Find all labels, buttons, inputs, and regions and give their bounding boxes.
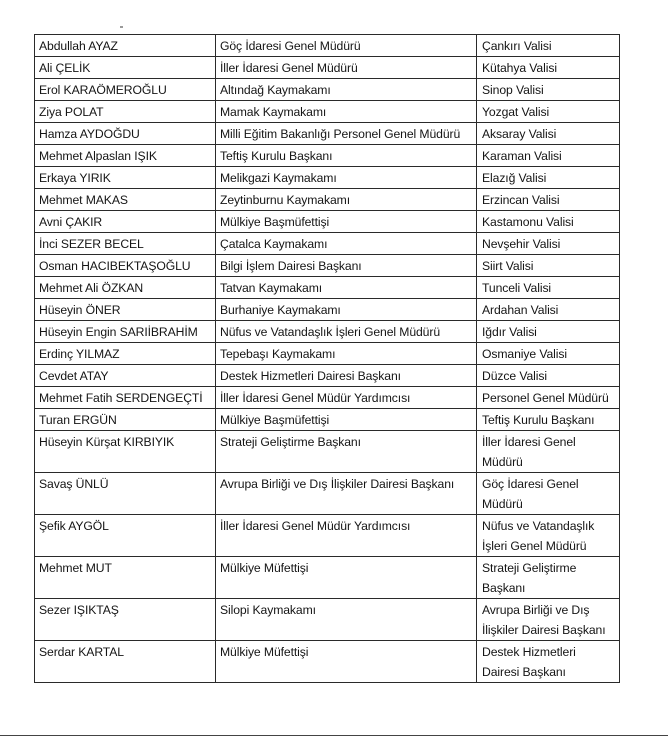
new-position-cell: Siirt Valisi [477, 255, 620, 277]
table-row [35, 557, 620, 599]
current-position-cell: Teftiş Kurulu Başkanı [216, 145, 477, 167]
new-position-cell: Iğdır Valisi [477, 321, 620, 343]
new-position-cell: Avrupa Birliği ve Dış İlişkiler Dairesi Başkanı [477, 599, 620, 641]
table-row [35, 57, 620, 79]
table-row [35, 145, 620, 167]
current-position-cell: Tatvan Kaymakamı [216, 277, 477, 299]
table-row [35, 255, 620, 277]
table-row [35, 101, 620, 123]
table-row [35, 387, 620, 409]
table-row [35, 167, 620, 189]
current-position-cell: Mülkiye Başmüfettişi [216, 409, 477, 431]
table-row [35, 473, 620, 515]
page-bottom-divider [0, 735, 668, 736]
table-row [35, 211, 620, 233]
name-cell: Abdullah AYAZ [35, 35, 216, 57]
name-cell: Osman HACIBEKTAŞOĞLU [35, 255, 216, 277]
name-cell: Mehmet MUT [35, 557, 216, 599]
table-row [35, 79, 620, 101]
current-position-cell: İller İdaresi Genel Müdür Yardımcısı [216, 515, 477, 557]
new-position-cell: Ardahan Valisi [477, 299, 620, 321]
current-position-cell: Mülkiye Müfettişi [216, 641, 477, 683]
new-position-cell: Teftiş Kurulu Başkanı [477, 409, 620, 431]
table-row [35, 431, 620, 473]
current-position-cell: Göç İdaresi Genel Müdürü [216, 35, 477, 57]
name-cell: Hüseyin Kürşat KIRBIYIK [35, 431, 216, 473]
table-row [35, 365, 620, 387]
new-position-cell: Göç İdaresi Genel Müdürü [477, 473, 620, 515]
new-position-cell: Nüfus ve Vatandaşlık İşleri Genel Müdürü [477, 515, 620, 557]
current-position-cell: Çatalca Kaymakamı [216, 233, 477, 255]
new-position-cell: Destek Hizmetleri Dairesi Başkanı [477, 641, 620, 683]
name-cell: Ali ÇELİK [35, 57, 216, 79]
name-cell: Avni ÇAKIR [35, 211, 216, 233]
new-position-cell: Aksaray Valisi [477, 123, 620, 145]
new-position-cell: Yozgat Valisi [477, 101, 620, 123]
current-position-cell: Melikgazi Kaymakamı [216, 167, 477, 189]
current-position-cell: Nüfus ve Vatandaşlık İşleri Genel Müdürü [216, 321, 477, 343]
new-position-cell: Strateji Geliştirme Başkanı [477, 557, 620, 599]
name-cell: Mehmet Fatih SERDENGEÇTİ [35, 387, 216, 409]
new-position-cell: Personel Genel Müdürü [477, 387, 620, 409]
appointments-body [35, 35, 620, 683]
name-cell: Mehmet Alpaslan IŞIK [35, 145, 216, 167]
new-position-cell: Elazığ Valisi [477, 167, 620, 189]
current-position-cell: Strateji Geliştirme Başkanı [216, 431, 477, 473]
table-row [35, 233, 620, 255]
current-position-cell: İller İdaresi Genel Müdürü [216, 57, 477, 79]
new-position-cell: Erzincan Valisi [477, 189, 620, 211]
new-position-cell: Tunceli Valisi [477, 277, 620, 299]
table-row [35, 123, 620, 145]
new-position-cell: Çankırı Valisi [477, 35, 620, 57]
current-position-cell: Destek Hizmetleri Dairesi Başkanı [216, 365, 477, 387]
current-position-cell: Tepebaşı Kaymakamı [216, 343, 477, 365]
new-position-cell: Sinop Valisi [477, 79, 620, 101]
new-position-cell: Düzce Valisi [477, 365, 620, 387]
current-position-cell: Silopi Kaymakamı [216, 599, 477, 641]
name-cell: Hamza AYDOĞDU [35, 123, 216, 145]
name-cell: Hüseyin ÖNER [35, 299, 216, 321]
name-cell: Turan ERGÜN [35, 409, 216, 431]
current-position-cell: Mamak Kaymakamı [216, 101, 477, 123]
name-cell: Erkaya YIRIK [35, 167, 216, 189]
table-row [35, 641, 620, 683]
name-cell: Savaş ÜNLÜ [35, 473, 216, 515]
name-cell: Sezer IŞIKTAŞ [35, 599, 216, 641]
current-position-cell: Zeytinburnu Kaymakamı [216, 189, 477, 211]
new-position-cell: İller İdaresi Genel Müdürü [477, 431, 620, 473]
name-cell: Mehmet Ali ÖZKAN [35, 277, 216, 299]
current-position-cell: Avrupa Birliği ve Dış İlişkiler Dairesi Başkanı [216, 473, 477, 515]
name-cell: Cevdet ATAY [35, 365, 216, 387]
appointments-table [34, 34, 620, 683]
new-position-cell: Kütahya Valisi [477, 57, 620, 79]
table-row [35, 299, 620, 321]
current-position-cell: Altındağ Kaymakamı [216, 79, 477, 101]
name-cell: Şefik AYGÖL [35, 515, 216, 557]
table-row [35, 277, 620, 299]
name-cell: Ziya POLAT [35, 101, 216, 123]
current-position-cell: Mülkiye Müfettişi [216, 557, 477, 599]
current-position-cell: İller İdaresi Genel Müdür Yardımcısı [216, 387, 477, 409]
new-position-cell: Nevşehir Valisi [477, 233, 620, 255]
table-row [35, 409, 620, 431]
name-cell: İnci SEZER BECEL [35, 233, 216, 255]
current-position-cell: Mülkiye Başmüfettişi [216, 211, 477, 233]
table-row [35, 599, 620, 641]
table-row [35, 515, 620, 557]
name-cell: Mehmet MAKAS [35, 189, 216, 211]
current-position-cell: Bilgi İşlem Dairesi Başkanı [216, 255, 477, 277]
new-position-cell: Karaman Valisi [477, 145, 620, 167]
scan-speck [120, 26, 123, 28]
current-position-cell: Milli Eğitim Bakanlığı Personel Genel Müdürü [216, 123, 477, 145]
table-row [35, 343, 620, 365]
name-cell: Serdar KARTAL [35, 641, 216, 683]
new-position-cell: Osmaniye Valisi [477, 343, 620, 365]
name-cell: Hüseyin Engin SARIİBRAHİM [35, 321, 216, 343]
name-cell: Erol KARAÖMEROĞLU [35, 79, 216, 101]
new-position-cell: Kastamonu Valisi [477, 211, 620, 233]
table-row [35, 35, 620, 57]
current-position-cell: Burhaniye Kaymakamı [216, 299, 477, 321]
table-row [35, 189, 620, 211]
name-cell: Erdinç YILMAZ [35, 343, 216, 365]
table-row [35, 321, 620, 343]
